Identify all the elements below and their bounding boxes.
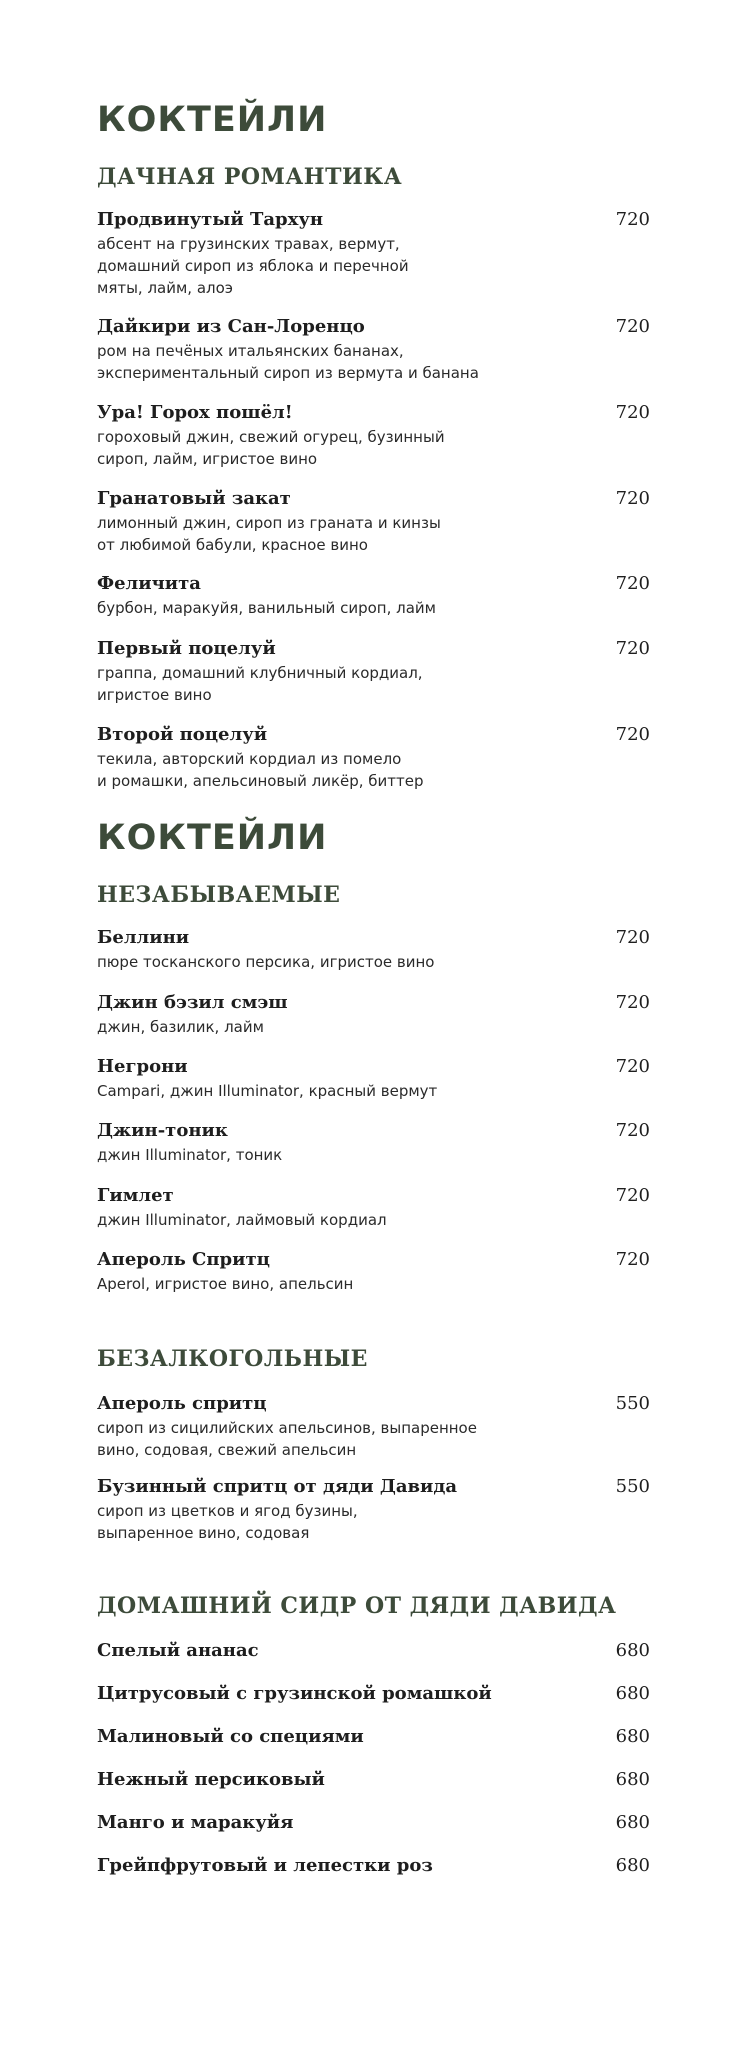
item-price: 720 <box>615 1185 650 1206</box>
item-name: Беллини <box>97 927 190 948</box>
item-price: 720 <box>615 209 650 230</box>
item-name: Манго и маракуйя <box>97 1812 294 1833</box>
item-name: Гимлет <box>97 1185 174 1206</box>
item-description: сироп из цветков и ягод бузины, выпаренное вино, содовая <box>97 1502 358 1542</box>
section-subtitle-unforgettable: НЕЗАБЫВАЕМЫЕ <box>97 882 341 908</box>
item-name: Джин бэзил смэш <box>97 992 288 1013</box>
item-name: Ура! Горох пошёл! <box>97 402 293 423</box>
item-description: гороховый джин, свежий огурец, бузинный сироп, лайм, игристое вино <box>97 428 445 468</box>
section-subtitle-dacha-romance: ДАЧНАЯ РОМАНТИКА <box>97 164 403 190</box>
section-subtitle-homemade-cider: ДОМАШНИЙ СИДР ОТ ДЯДИ ДАВИДА <box>97 1593 617 1619</box>
menu-item <box>97 1854 650 1878</box>
menu-item <box>97 1475 650 1544</box>
item-name: Цитрусовый с грузинской ромашкой <box>97 1683 492 1704</box>
menu-item <box>97 315 650 384</box>
menu-item <box>97 208 650 299</box>
menu-item <box>97 401 650 470</box>
item-description: абсент на грузинских травах, вермут, домашний сироп из яблока и перечной мяты, лайм, алоэ <box>97 235 409 297</box>
item-description: Campari, джин Illuminator, красный вермут <box>97 1082 438 1100</box>
item-price: 720 <box>615 992 650 1013</box>
item-description: сироп из сицилийских апельсинов, выпаренное вино, содовая, свежий апельсин <box>97 1419 477 1459</box>
item-name: Джин-тоник <box>97 1120 228 1141</box>
item-name: Второй поцелуй <box>97 724 268 745</box>
item-price: 680 <box>615 1726 650 1747</box>
item-name: Бузинный спритц от дяди Давида <box>97 1476 458 1497</box>
item-price: 550 <box>615 1476 650 1497</box>
menu-item <box>97 637 650 706</box>
item-price: 720 <box>615 488 650 509</box>
menu-item <box>97 572 650 619</box>
item-name: Дайкири из Сан-Лоренцо <box>97 316 365 337</box>
item-price: 720 <box>615 573 650 594</box>
item-price: 720 <box>615 316 650 337</box>
menu-item <box>97 1248 650 1295</box>
menu-item <box>97 1725 650 1749</box>
item-price: 720 <box>615 1056 650 1077</box>
item-price: 720 <box>615 927 650 948</box>
item-name: Первый поцелуй <box>97 638 276 659</box>
item-price: 720 <box>615 402 650 423</box>
menu-item <box>97 1639 650 1663</box>
item-price: 720 <box>615 1120 650 1141</box>
item-name: Спелый ананас <box>97 1640 259 1661</box>
item-name: Малиновый со специями <box>97 1726 364 1747</box>
item-description: пюре тосканского персика, игристое вино <box>97 953 435 971</box>
menu-item <box>97 487 650 556</box>
item-description: бурбон, маракуйя, ванильный сироп, лайм <box>97 599 436 617</box>
item-price: 680 <box>615 1640 650 1661</box>
menu-item <box>97 1768 650 1792</box>
menu-item <box>97 1119 650 1166</box>
item-description: граппа, домашний клубничный кордиал, игристое вино <box>97 664 423 704</box>
item-price: 720 <box>615 1249 650 1270</box>
item-description: джин, базилик, лайм <box>97 1018 264 1036</box>
menu-item <box>97 1055 650 1102</box>
item-price: 680 <box>615 1855 650 1876</box>
item-description: джин Illuminator, тоник <box>97 1146 283 1164</box>
item-name: Грейпфрутовый и лепестки роз <box>97 1855 433 1876</box>
menu-item <box>97 926 650 973</box>
menu-item <box>97 1184 650 1231</box>
menu-item <box>97 723 650 792</box>
item-price: 550 <box>615 1393 650 1414</box>
menu-item <box>97 1811 650 1835</box>
item-description: лимонный джин, сироп из граната и кинзы от любимой бабули, красное вино <box>97 514 441 554</box>
item-name: Нежный персиковый <box>97 1769 325 1790</box>
item-name: Негрони <box>97 1056 188 1077</box>
section-title-cocktails: КОКТЕЙЛИ <box>97 100 328 140</box>
item-description: джин Illuminator, лаймовый кордиал <box>97 1211 387 1229</box>
item-name: Гранатовый закат <box>97 488 291 509</box>
section-subtitle-non-alcoholic: БЕЗАЛКОГОЛЬНЫЕ <box>97 1346 368 1372</box>
menu-item <box>97 1392 650 1461</box>
item-name: Феличита <box>97 573 201 594</box>
item-name: Апероль Спритц <box>97 1249 270 1270</box>
item-description: Aperol, игристое вино, апельсин <box>97 1275 354 1293</box>
menu-item <box>97 1682 650 1706</box>
item-price: 720 <box>615 638 650 659</box>
menu-item <box>97 991 650 1038</box>
section-title-cocktails: КОКТЕЙЛИ <box>97 818 328 858</box>
item-name: Продвинутый Тархун <box>97 209 324 230</box>
item-description: ром на печёных итальянских бананах, экспериментальный сироп из вермута и банана <box>97 342 479 382</box>
item-name: Апероль спритц <box>97 1393 267 1414</box>
item-price: 680 <box>615 1683 650 1704</box>
item-price: 680 <box>615 1812 650 1833</box>
item-price: 680 <box>615 1769 650 1790</box>
item-description: текила, авторский кордиал из помело и ромашки, апельсиновый ликёр, биттер <box>97 750 424 790</box>
item-price: 720 <box>615 724 650 745</box>
